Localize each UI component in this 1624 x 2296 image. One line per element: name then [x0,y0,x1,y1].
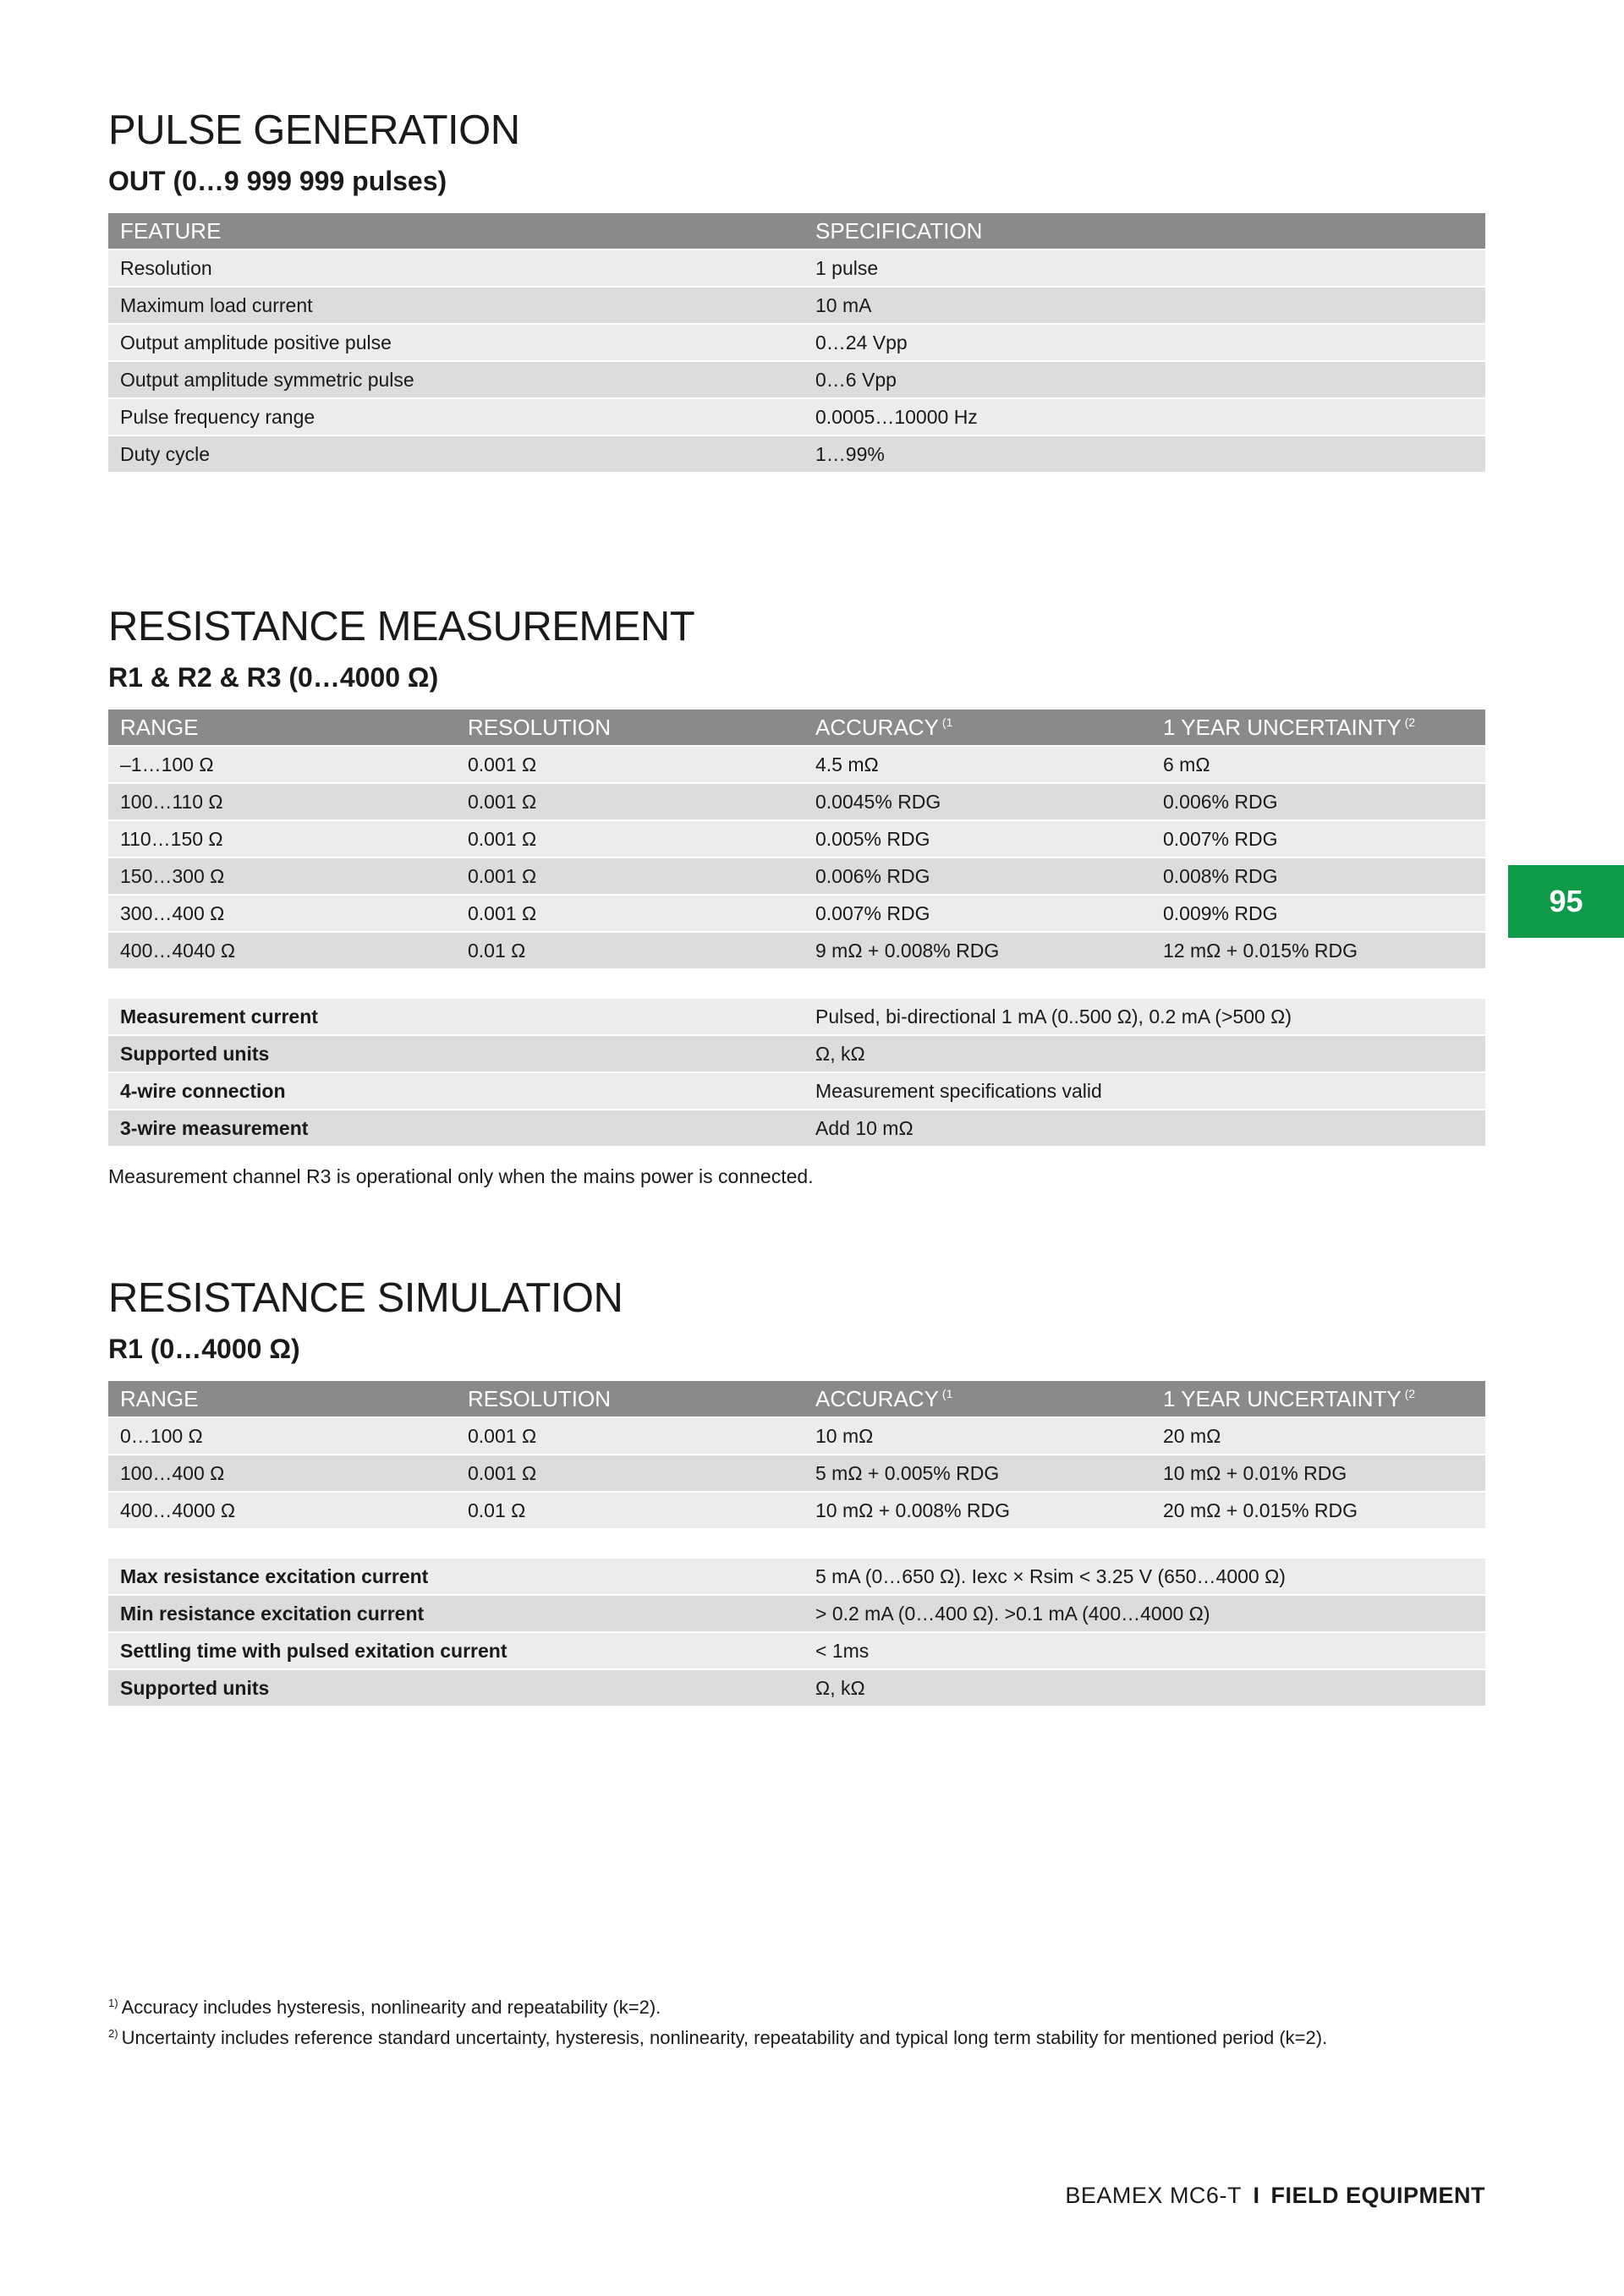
column-header-uncertainty [1151,1381,1485,1418]
table-row [108,999,1485,1036]
property-name: Max resistance excitation current [108,1559,804,1596]
header-label: 1 YEAR UNCERTAINTY [1163,1385,1402,1411]
accuracy-cell: 0.007% RDG [804,896,1151,933]
accuracy-cell: 9 mΩ + 0.008% RDG [804,933,1151,970]
property-value: 5 mA (0…650 Ω). Iexc × Rsim < 3.25 V (650…4000 Ω) [804,1559,1485,1596]
table-row [108,250,1485,288]
footer-brand: BEAMEX MC6-T [1065,2183,1242,2208]
spec-cell: 0…24 Vpp [804,325,1485,362]
table-row [108,1418,1485,1455]
uncertainty-cell: 0.006% RDG [1151,784,1485,821]
table-row [108,1036,1485,1073]
column-header-specification: SPECIFICATION [804,213,1485,250]
accuracy-cell: 0.005% RDG [804,821,1151,858]
resistance-simulation-properties [108,1559,1485,1707]
feature-cell: Output amplitude symmetric pulse [108,362,804,399]
table-row [108,858,1485,896]
table-row [108,1073,1485,1110]
accuracy-cell: 10 mΩ [804,1418,1151,1455]
column-header-accuracy [804,710,1151,747]
uncertainty-cell: 12 mΩ + 0.015% RDG [1151,933,1485,970]
uncertainty-cell: 20 mΩ [1151,1418,1485,1455]
spec-cell: 1 pulse [804,250,1485,288]
range-cell: 400…4040 Ω [108,933,456,970]
column-header-uncertainty [1151,710,1485,747]
property-name: Supported units [108,1670,804,1707]
column-header-resolution: RESOLUTION [456,710,804,747]
range-cell: –1…100 Ω [108,747,456,784]
range-cell: 400…4000 Ω [108,1493,456,1530]
header-label: ACCURACY [815,714,939,740]
table-row [108,747,1485,784]
table-row [108,1670,1485,1707]
range-cell: 300…400 Ω [108,896,456,933]
uncertainty-cell: 6 mΩ [1151,747,1485,784]
resolution-cell: 0.001 Ω [456,896,804,933]
resolution-cell: 0.001 Ω [456,858,804,896]
resistance-simulation-title: RESISTANCE SIMULATION [108,1275,623,1321]
table-row [108,1455,1485,1493]
pulse-section-title: PULSE GENERATION [108,107,520,153]
table-row [108,362,1485,399]
spec-cell: 0…6 Vpp [804,362,1485,399]
property-value: Measurement specifications valid [804,1073,1485,1110]
accuracy-cell: 0.0045% RDG [804,784,1151,821]
header-label: 1 YEAR UNCERTAINTY [1163,714,1402,740]
property-name: Min resistance excitation current [108,1596,804,1633]
footer-separator: I [1253,2183,1259,2208]
pulse-spec-table [108,213,1485,474]
property-value: Ω, kΩ [804,1670,1485,1707]
table-row [108,1596,1485,1633]
property-name: Settling time with pulsed exitation current [108,1633,804,1670]
property-value: Ω, kΩ [804,1036,1485,1073]
resolution-cell: 0.001 Ω [456,821,804,858]
feature-cell: Duty cycle [108,436,804,474]
resolution-cell: 0.01 Ω [456,1493,804,1530]
range-cell: 100…110 Ω [108,784,456,821]
resistance-measurement-subtitle: R1 & R2 & R3 (0…4000 Ω) [108,662,439,693]
spec-cell: 1…99% [804,436,1485,474]
property-value: < 1ms [804,1633,1485,1670]
feature-cell: Output amplitude positive pulse [108,325,804,362]
footnote-text: Accuracy includes hysteresis, nonlinearity and repeatability (k=2). [121,1997,661,2018]
table-row [108,325,1485,362]
resistance-simulation-table [108,1381,1485,1530]
property-name: Measurement current [108,999,804,1036]
accuracy-cell: 10 mΩ + 0.008% RDG [804,1493,1151,1530]
footnote-mark: 1) [108,1997,118,2009]
property-name: Supported units [108,1036,804,1073]
resolution-cell: 0.001 Ω [456,747,804,784]
footnote-mark: (2 [1404,1386,1416,1400]
feature-cell: Resolution [108,250,804,288]
footnote-mark: (1 [941,1386,953,1400]
table-row [108,1493,1485,1530]
table-header-row [108,1381,1485,1418]
resistance-measurement-properties [108,999,1485,1148]
resolution-cell: 0.01 Ω [456,933,804,970]
property-name: 3-wire measurement [108,1110,804,1148]
property-value: Add 10 mΩ [804,1110,1485,1148]
range-cell: 0…100 Ω [108,1418,456,1455]
feature-cell: Pulse frequency range [108,399,804,436]
feature-cell: Maximum load current [108,288,804,325]
table-row [108,436,1485,474]
uncertainty-cell: 0.007% RDG [1151,821,1485,858]
table-header-row [108,213,1485,250]
pulse-section-subtitle: OUT (0…9 999 999 pulses) [108,166,447,196]
table-row [108,399,1485,436]
page-number-tab: 95 [1508,865,1624,938]
table-row [108,1633,1485,1670]
table-header-row [108,710,1485,747]
table-row [108,896,1485,933]
footnote-2 [108,2020,1327,2051]
header-label: ACCURACY [815,1385,939,1411]
range-cell: 150…300 Ω [108,858,456,896]
column-header-feature: FEATURE [108,213,804,250]
table-row [108,288,1485,325]
column-header-range: RANGE [108,710,456,747]
column-header-accuracy [804,1381,1151,1418]
property-value: > 0.2 mA (0…400 Ω). >0.1 mA (400…4000 Ω) [804,1596,1485,1633]
uncertainty-cell: 20 mΩ + 0.015% RDG [1151,1493,1485,1530]
table-row [108,784,1485,821]
accuracy-cell: 5 mΩ + 0.005% RDG [804,1455,1151,1493]
resolution-cell: 0.001 Ω [456,1455,804,1493]
page-footer [1065,2183,1485,2209]
property-name: 4-wire connection [108,1073,804,1110]
table-row [108,1110,1485,1148]
footnote-mark: (1 [941,715,953,729]
accuracy-cell: 4.5 mΩ [804,747,1151,784]
footnote-mark: (2 [1404,715,1416,729]
resistance-measurement-title: RESISTANCE MEASUREMENT [108,604,695,649]
resolution-cell: 0.001 Ω [456,784,804,821]
resistance-simulation-subtitle: R1 (0…4000 Ω) [108,1334,300,1364]
spec-cell: 10 mA [804,288,1485,325]
table-row [108,933,1485,970]
uncertainty-cell: 0.009% RDG [1151,896,1485,933]
uncertainty-cell: 10 mΩ + 0.01% RDG [1151,1455,1485,1493]
uncertainty-cell: 0.008% RDG [1151,858,1485,896]
column-header-resolution: RESOLUTION [456,1381,804,1418]
column-header-range: RANGE [108,1381,456,1418]
resolution-cell: 0.001 Ω [456,1418,804,1455]
resistance-measurement-table [108,710,1485,970]
measurement-note: Measurement channel R3 is operational only when the mains power is connected. [108,1165,814,1187]
footnotes [108,1990,1327,2051]
range-cell: 100…400 Ω [108,1455,456,1493]
footnote-1 [108,1990,1327,2020]
range-cell: 110…150 Ω [108,821,456,858]
footer-section: FIELD EQUIPMENT [1270,2183,1485,2208]
spec-cell: 0.0005…10000 Hz [804,399,1485,436]
accuracy-cell: 0.006% RDG [804,858,1151,896]
table-row [108,1559,1485,1596]
table-row [108,821,1485,858]
footnote-text: Uncertainty includes reference standard uncertainty, hysteresis, nonlinearity, repeatability and typical long term stability for mentioned period (k=2). [121,2027,1328,2048]
footnote-mark: 2) [108,2027,118,2040]
property-value: Pulsed, bi-directional 1 mA (0..500 Ω), 0.2 mA (>500 Ω) [804,999,1485,1036]
